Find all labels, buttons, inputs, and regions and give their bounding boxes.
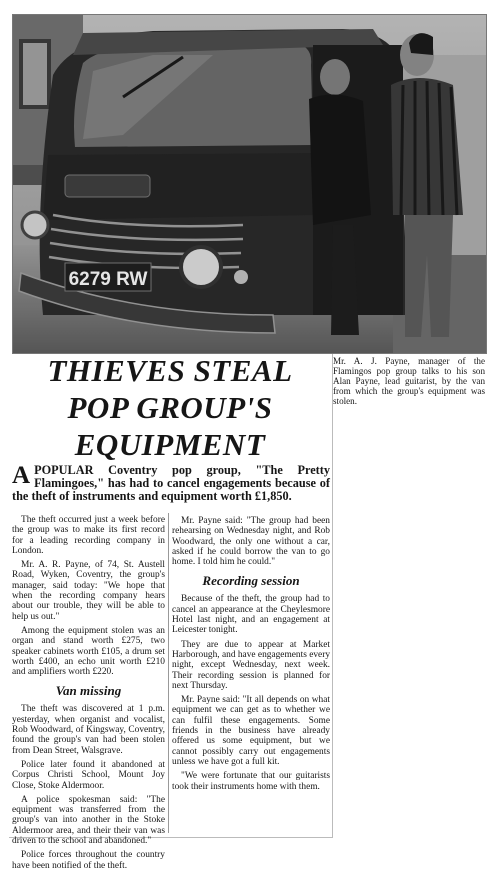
lede-text: POPULAR Coventry pop group, "The Pretty Flamingoes," has had to cancel engagements because of the theft of instruments and equipment worth £1,850. <box>12 463 330 504</box>
subhead-van-missing: Van missing <box>55 683 122 699</box>
body-paragraph: Because of the theft, the group had to cancel an appearance at the Cheylesmore Hotel last night, and an engagement at Leicester tonight. <box>172 594 330 636</box>
body-paragraph: Mr. Payne said: "The group had been rehearsing on Wednesday night, and Rob Woodward, the only one without a car, asked if he could borrow the van to go home. I told him he could." <box>172 516 330 568</box>
headline <box>10 352 330 463</box>
body-paragraph: "We were fortunate that our guitarists took their instruments home with them. <box>172 771 330 792</box>
subhead-recording-session: Recording session <box>202 573 300 589</box>
body-paragraph: Mr. A. R. Payne, of 74, St. Austell Road, Wyken, Coventry, the group's manager, said today: "We hope that when the recording company hears about our trouble, they will be able to help us out." <box>12 560 165 622</box>
headline-line-1: THIEVES STEAL <box>47 353 293 388</box>
number-plate: 6279 RW <box>68 269 148 290</box>
drop-cap: A <box>12 462 31 489</box>
van-photo-image <box>13 15 486 353</box>
body-paragraph: Mr. Payne said: "It all depends on what equipment we can get as to whether we can fulfil these engagements. Some friends in the business have already offered us some equipment, but we cannot possibly carry out engagements unless we have got a full kit. <box>172 695 330 767</box>
news-photo <box>12 14 487 354</box>
body-paragraph: Police forces throughout the country have been notified of the theft. <box>12 850 165 871</box>
headline-line-3: EQUIPMENT <box>74 427 266 462</box>
body-paragraph: They are due to appear at Market Harborough, and have engagements every night, except Wednesday, next week. Their recording session is planned for next Thursday. <box>172 639 331 691</box>
body-paragraph: The theft occurred just a week before the group was to make its first record for a leading recording company in London. <box>12 515 165 556</box>
article-column-2 <box>172 516 330 796</box>
body-paragraph: A police spokesman said: "The equipment was transferred from the group's van into another in the Stoke Aldermoor area, and their their van was driven to the school and abandoned." <box>12 794 165 847</box>
article-column-1 <box>12 515 165 875</box>
lede-paragraph <box>12 464 330 504</box>
headline-line-2: POP GROUP'S <box>67 390 273 425</box>
body-paragraph: Police later found it abandoned at Corpus Christi School, Mount Joy Close, Stoke Aldermoor. <box>12 759 165 791</box>
column-divider <box>168 513 169 833</box>
body-paragraph: The theft was discovered at 1 p.m. yesterday, when organist and vocalist, Rob Woodward, of Kingsway, Coventry, found the group's van had been stolen from Dean Street, Walsgrave. <box>12 704 165 756</box>
photo-caption: Mr. A. J. Payne, manager of the Flamingos pop group talks to his son Alan Payne, lead guitarist, by the van from which the group's equipment was stolen. <box>333 356 485 407</box>
body-paragraph: Among the equipment stolen was an organ and stand worth £275, two speaker cabinets worth £105, a drum set worth £400, an echo unit worth £210 and amplifiers worth £220. <box>12 625 165 678</box>
